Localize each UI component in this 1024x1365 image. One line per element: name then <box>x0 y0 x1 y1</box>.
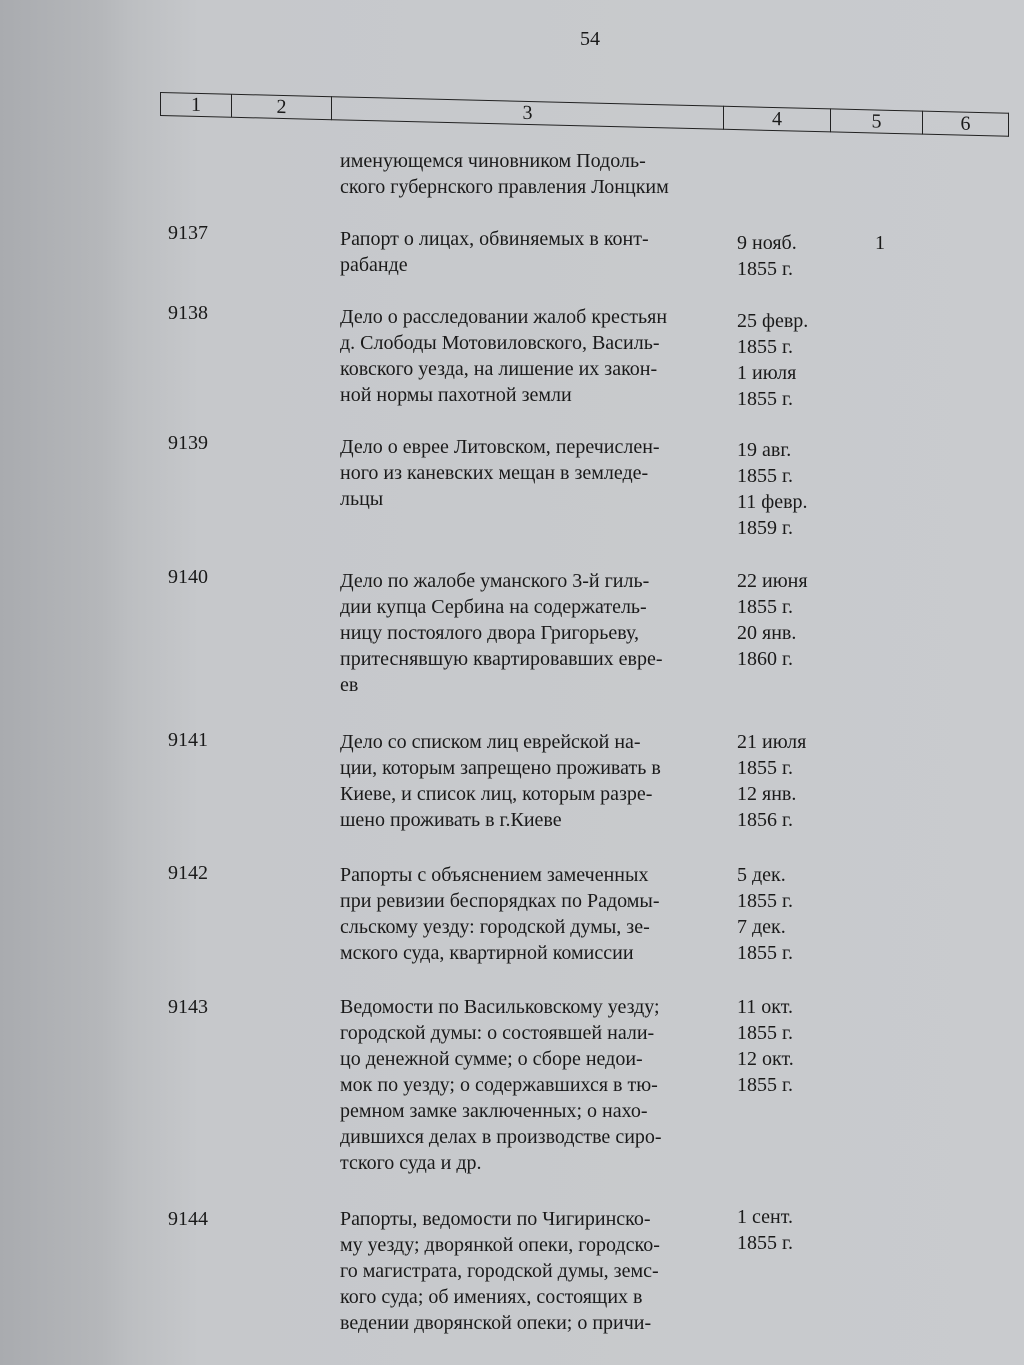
header-col-4: 4 <box>724 106 831 133</box>
date-line: 1855 г. <box>737 1074 793 1096</box>
description-line: городской думы: о состоявшей нали- <box>340 1022 655 1044</box>
header-col-1: 1 <box>160 92 232 118</box>
date-line: 1855 г. <box>737 890 793 912</box>
entry-description <box>340 226 725 278</box>
entry-dates <box>737 568 837 672</box>
entry-number: 9138 <box>168 302 208 324</box>
description-line: кого суда; об имениях, состоящих в <box>340 1286 643 1308</box>
entry-dates <box>737 1204 837 1256</box>
description-line: цо денежной сумме; о сборе недои- <box>340 1048 643 1070</box>
description-line: ведении дворянской опеки; о причи- <box>340 1312 652 1334</box>
date-line: 9 нояб. <box>737 232 797 254</box>
description-line: рабанде <box>340 254 408 276</box>
date-line: 1855 г. <box>737 336 793 358</box>
description-line: Дело со списком лиц еврейской на- <box>340 731 641 753</box>
date-line: 1860 г. <box>737 648 793 670</box>
description-line: му уезду; дворянкой опеки, городско- <box>340 1234 660 1256</box>
description-line: мского суда, квартирной комиссии <box>340 942 634 964</box>
entry-dates <box>737 308 837 412</box>
entry-description <box>340 729 725 833</box>
description-line: дившихся делах в производстве сиро- <box>340 1126 662 1148</box>
entry-description <box>340 304 725 408</box>
description-line: ремном замке заключенных; о нахо- <box>340 1100 648 1122</box>
entry-description <box>340 862 725 966</box>
entry-dates <box>737 994 837 1098</box>
description-line: ковского уезда, на лишение их закон- <box>340 358 658 380</box>
entry-number: 9137 <box>168 222 208 244</box>
entry-description <box>340 434 725 512</box>
date-line: 21 июля <box>737 731 807 753</box>
entry-dates <box>737 862 837 966</box>
continuation-line: ского губернского правления Лонцким <box>340 176 669 198</box>
date-line: 1 июля <box>737 362 797 384</box>
description-line: льцы <box>340 488 384 510</box>
description-line: Ведомости по Васильковскому уезду; <box>340 996 660 1018</box>
description-line: д. Слободы Мотовиловского, Василь- <box>340 332 660 354</box>
date-line: 5 дек. <box>737 864 786 886</box>
date-line: 1855 г. <box>737 757 793 779</box>
description-line: тского суда и др. <box>340 1152 482 1174</box>
description-line: ного из каневских мещан в земледе- <box>340 462 649 484</box>
entry-description <box>340 1206 725 1336</box>
entry-sheet-count: 1 <box>875 232 885 254</box>
description-line: шено проживать в г.Киеве <box>340 809 562 831</box>
description-line: дии купца Сербина на содержатель- <box>340 596 647 618</box>
description-line: Рапорт о лицах, обвиняемых в конт- <box>340 228 649 250</box>
date-line: 19 авг. <box>737 439 792 461</box>
date-line: 1856 г. <box>737 809 793 831</box>
page-number: 54 <box>580 28 600 50</box>
entry-description <box>340 568 725 698</box>
date-line: 11 февр. <box>737 491 808 513</box>
entry-description <box>340 994 725 1176</box>
date-line: 1855 г. <box>737 465 793 487</box>
continuation-line: именующемся чиновником Подоль- <box>340 150 646 172</box>
entry-number: 9141 <box>168 729 208 751</box>
date-line: 1855 г. <box>737 1022 793 1044</box>
entry-dates <box>737 230 837 282</box>
description-line: Рапорты с объяснением замеченных <box>340 864 649 886</box>
description-line: сльскому уезду: городской думы, зе- <box>340 916 650 938</box>
description-line: Киеве, и список лиц, которым разре- <box>340 783 653 805</box>
date-line: 22 июня <box>737 570 808 592</box>
entry-number: 9144 <box>168 1208 208 1230</box>
date-line: 11 окт. <box>737 996 793 1018</box>
description-line: ции, которым запрещено проживать в <box>340 757 661 779</box>
date-line: 1855 г. <box>737 1232 793 1254</box>
description-line: ев <box>340 674 359 696</box>
description-line: при ревизии беспорядках по Радомы- <box>340 890 660 912</box>
entry-number: 9139 <box>168 432 208 454</box>
description-line: мок по уезду; о содержавшихся в тю- <box>340 1074 658 1096</box>
date-line: 12 окт. <box>737 1048 794 1070</box>
header-col-6: 6 <box>923 111 1009 137</box>
header-col-2: 2 <box>232 94 332 120</box>
date-line: 1 сент. <box>737 1206 793 1228</box>
facing-page-edge <box>0 0 145 1365</box>
date-line: 1855 г. <box>737 258 793 280</box>
date-line: 1859 г. <box>737 517 793 539</box>
entry-number: 9142 <box>168 862 208 884</box>
description-line: Дело о расследовании жалоб крестьян <box>340 306 668 328</box>
date-line: 20 янв. <box>737 622 797 644</box>
date-line: 25 февр. <box>737 310 809 332</box>
description-line: притеснявшую квартировавших евре- <box>340 648 663 670</box>
description-line: Рапорты, ведомости по Чигиринско- <box>340 1208 651 1230</box>
entry-dates <box>737 437 837 541</box>
description-line: го магистрата, городской думы, земс- <box>340 1260 659 1282</box>
header-col-3: 3 <box>332 96 724 130</box>
header-col-5: 5 <box>831 108 923 134</box>
date-line: 1855 г. <box>737 596 793 618</box>
entry-number: 9143 <box>168 996 208 1018</box>
date-line: 7 дек. <box>737 916 786 938</box>
date-line: 12 янв. <box>737 783 797 805</box>
description-line: Дело по жалобе уманского 3-й гиль- <box>340 570 650 592</box>
date-line: 1855 г. <box>737 388 793 410</box>
description-line: Дело о еврее Литовском, перечислен- <box>340 436 660 458</box>
description-line: ницу постоялого двора Григорьеву, <box>340 622 639 644</box>
continuation-text <box>340 148 725 200</box>
description-line: ной нормы пахотной земли <box>340 384 572 406</box>
entry-number: 9140 <box>168 566 208 588</box>
date-line: 1855 г. <box>737 942 793 964</box>
entry-dates <box>737 729 837 833</box>
